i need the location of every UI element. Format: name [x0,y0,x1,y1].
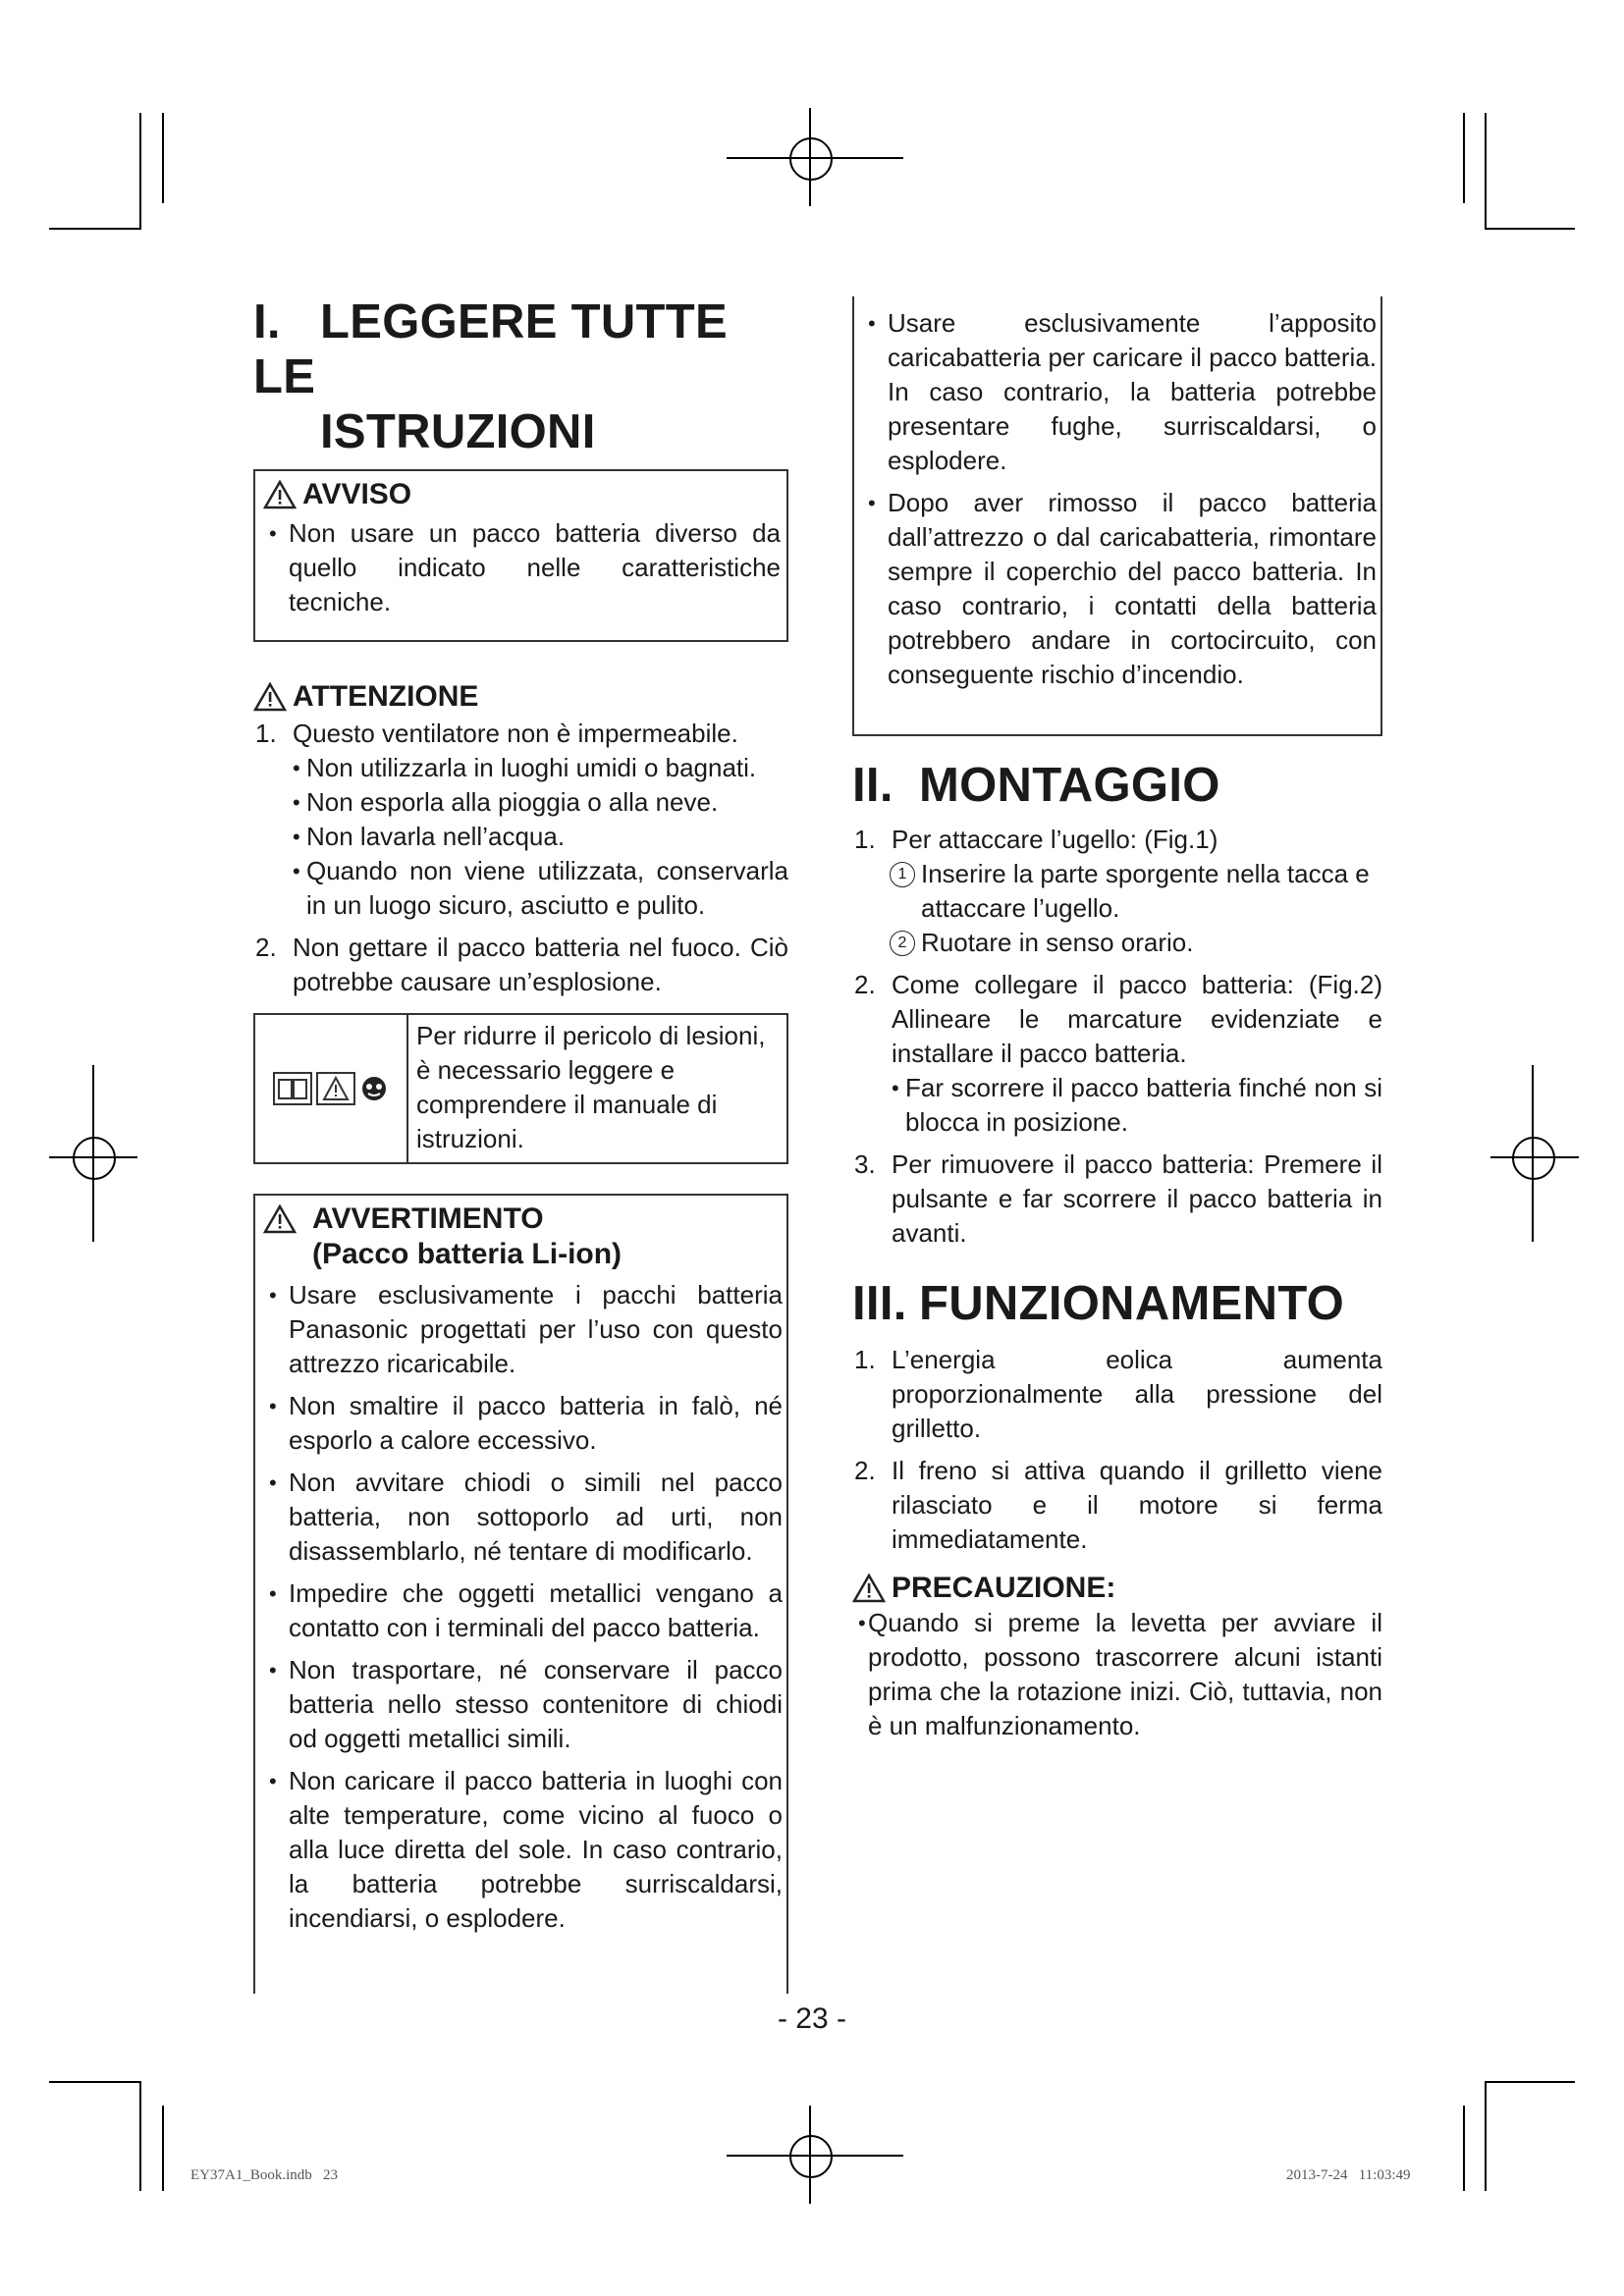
montaggio-substep: 1 Inserire la parte sporgente nella tacca e attaccare l’ugello. [852,857,1382,926]
funzionamento-steps [852,1343,1382,1557]
montaggio-step-2: 2. Come collegare il pacco batteria: (Fig.2) Allineare le marcature evidenziate e installare il pacco batteria. [854,970,1382,1068]
avvertimento-item: • Usare esclusivamente l’apposito caricabatteria per caricare il pacco batteria. In caso contrario, la batteria potrebbe presentare fughe, surriscaldarsi, o esplodere. [862,306,1377,478]
right-column [852,296,1382,1743]
avvertimento-item: • Non avvitare chiodi o simili nel pacco batteria, non sottoporlo ad urti, non disassemblarlo, né tentare di modificarlo. [263,1466,783,1569]
avvertimento-item: • Usare esclusivamente i pacchi batteria Panasonic progettati per l’uso con questo attrezzo ricaricabile. [263,1278,783,1381]
section-3-title: FUNZIONAMENTO [919,1277,1345,1330]
avvertimento-box [253,1194,788,1994]
section-1-heading [253,294,788,459]
section-2-title: MONTAGGIO [919,759,1220,812]
footer-timestamp: 2013-7-24 11:03:49 [1286,2167,1411,2183]
funzionamento-step-1: 1. L’energia eolica aumenta proporzionalmente alla pressione del grilletto. [854,1345,1382,1443]
manual-icons [255,1015,408,1162]
avvertimento-item: • Non trasportare, né conservare il pacco batteria nello stesso contenitore di chiodi od oggetti metallici simili. [263,1653,783,1756]
avvertimento-subtitle: (Pacco batteria Li-ion) [312,1238,623,1270]
attenzione-subitem: • Non esporla alla pioggia o alla neve. [253,785,788,820]
avviso-box [253,469,788,642]
attenzione-subitem: • Non lavarla nell’acqua. [253,820,788,854]
section-3-number: III. [852,1277,907,1330]
attenzione-section [253,679,788,999]
section-1-title-line-2: ISTRUZIONI [320,405,596,458]
montaggio-steps [852,823,1382,1251]
avvertimento-continued-box [852,296,1382,736]
precauzione-section [852,1571,1382,1743]
protective-equipment-icon [359,1074,389,1103]
footer-file-info: EY37A1_Book.indb 23 [190,2167,338,2183]
montaggio-step-1: 1. Per attaccare l’ugello: (Fig.1) [854,825,1218,854]
precauzione-title: PRECAUZIONE: [852,1571,1382,1606]
attenzione-subitem: • Quando non viene utilizzata, conservarla in un luogo sicuro, asciutto e pulito. [253,854,788,923]
avvertimento-item: • Dopo aver rimosso il pacco batteria dall’attrezzo o dal caricabatteria, rimontare sempre il coperchio del pacco batteria. In caso contrario, i contatti della batteria potrebbero andare in cortocircuito, con conseguente rischio d’incendio. [862,486,1377,692]
page-number: - 23 - [777,2002,847,2035]
manual-note-text: Per ridurre il pericolo di lesioni, è necessario leggere e comprendere il manuale di istruzioni. [416,1021,766,1153]
funzionamento-step-2: 2. Il freno si attiva quando il grilletto viene rilasciato e il motore si ferma immediatamente. [854,1456,1382,1554]
section-1-number: I. [253,295,281,348]
avvertimento-item: • Non smaltire il pacco batteria in falò, né esporlo a calore eccessivo. [263,1389,783,1458]
section-2-number: II. [852,759,893,812]
attenzione-title: ATTENZIONE [253,679,788,715]
avviso-title: AVVISO [263,477,781,512]
montaggio-step-3: 3. Per rimuovere il pacco batteria: Premere il pulsante e far scorrere il pacco batteria in avanti. [854,1149,1382,1248]
montaggio-subitem: • Far scorrere il pacco batteria finché non si blocca in posizione. [852,1071,1382,1140]
avvertimento-item: • Impedire che oggetti metallici vengano a contatto con i terminali del pacco batteria. [263,1576,783,1645]
avvertimento-item: • Non caricare il pacco batteria in luoghi con alte temperature, come vicino al fuoco o alla luce diretta del sole. In caso contrario, la batteria potrebbe surriscaldarsi, incendiarsi, o esplodere. [263,1764,783,1936]
warning-triangle-icon [852,1574,886,1603]
read-manual-book-icon [273,1072,312,1105]
section-2-heading [852,758,1382,813]
attenzione-subitem: • Non utilizzarla in luoghi umidi o bagnati. [253,751,788,785]
attenzione-item-1: 1. Questo ventilatore non è impermeabile. [255,719,738,748]
avvertimento-title: AVVERTIMENTO [263,1201,783,1237]
warning-triangle-icon [263,1204,297,1234]
avviso-item: • Non usare un pacco batteria diverso da quello indicato nelle caratteristiche tecniche. [263,516,781,619]
section-3-heading [852,1276,1382,1331]
left-column [253,294,788,1994]
section-1-title-line-1: LEGGERE TUTTE LE [253,295,728,403]
warning-triangle-icon [263,480,297,509]
warning-triangle-icon [253,682,287,712]
montaggio-substep: 2 Ruotare in senso orario. [852,926,1382,960]
attenzione-item-2: 2. Non gettare il pacco batteria nel fuoco. Ciò potrebbe causare un’esplosione. [255,933,788,996]
precauzione-text: • Quando si preme la levetta per avviare il prodotto, possono trascorrere alcuni istanti prima che la rotazione inizi. Ciò, tuttavia, non è un malfunzionamento. [852,1606,1382,1743]
manual-note-box [253,1013,788,1164]
warning-box-icon [316,1072,355,1105]
